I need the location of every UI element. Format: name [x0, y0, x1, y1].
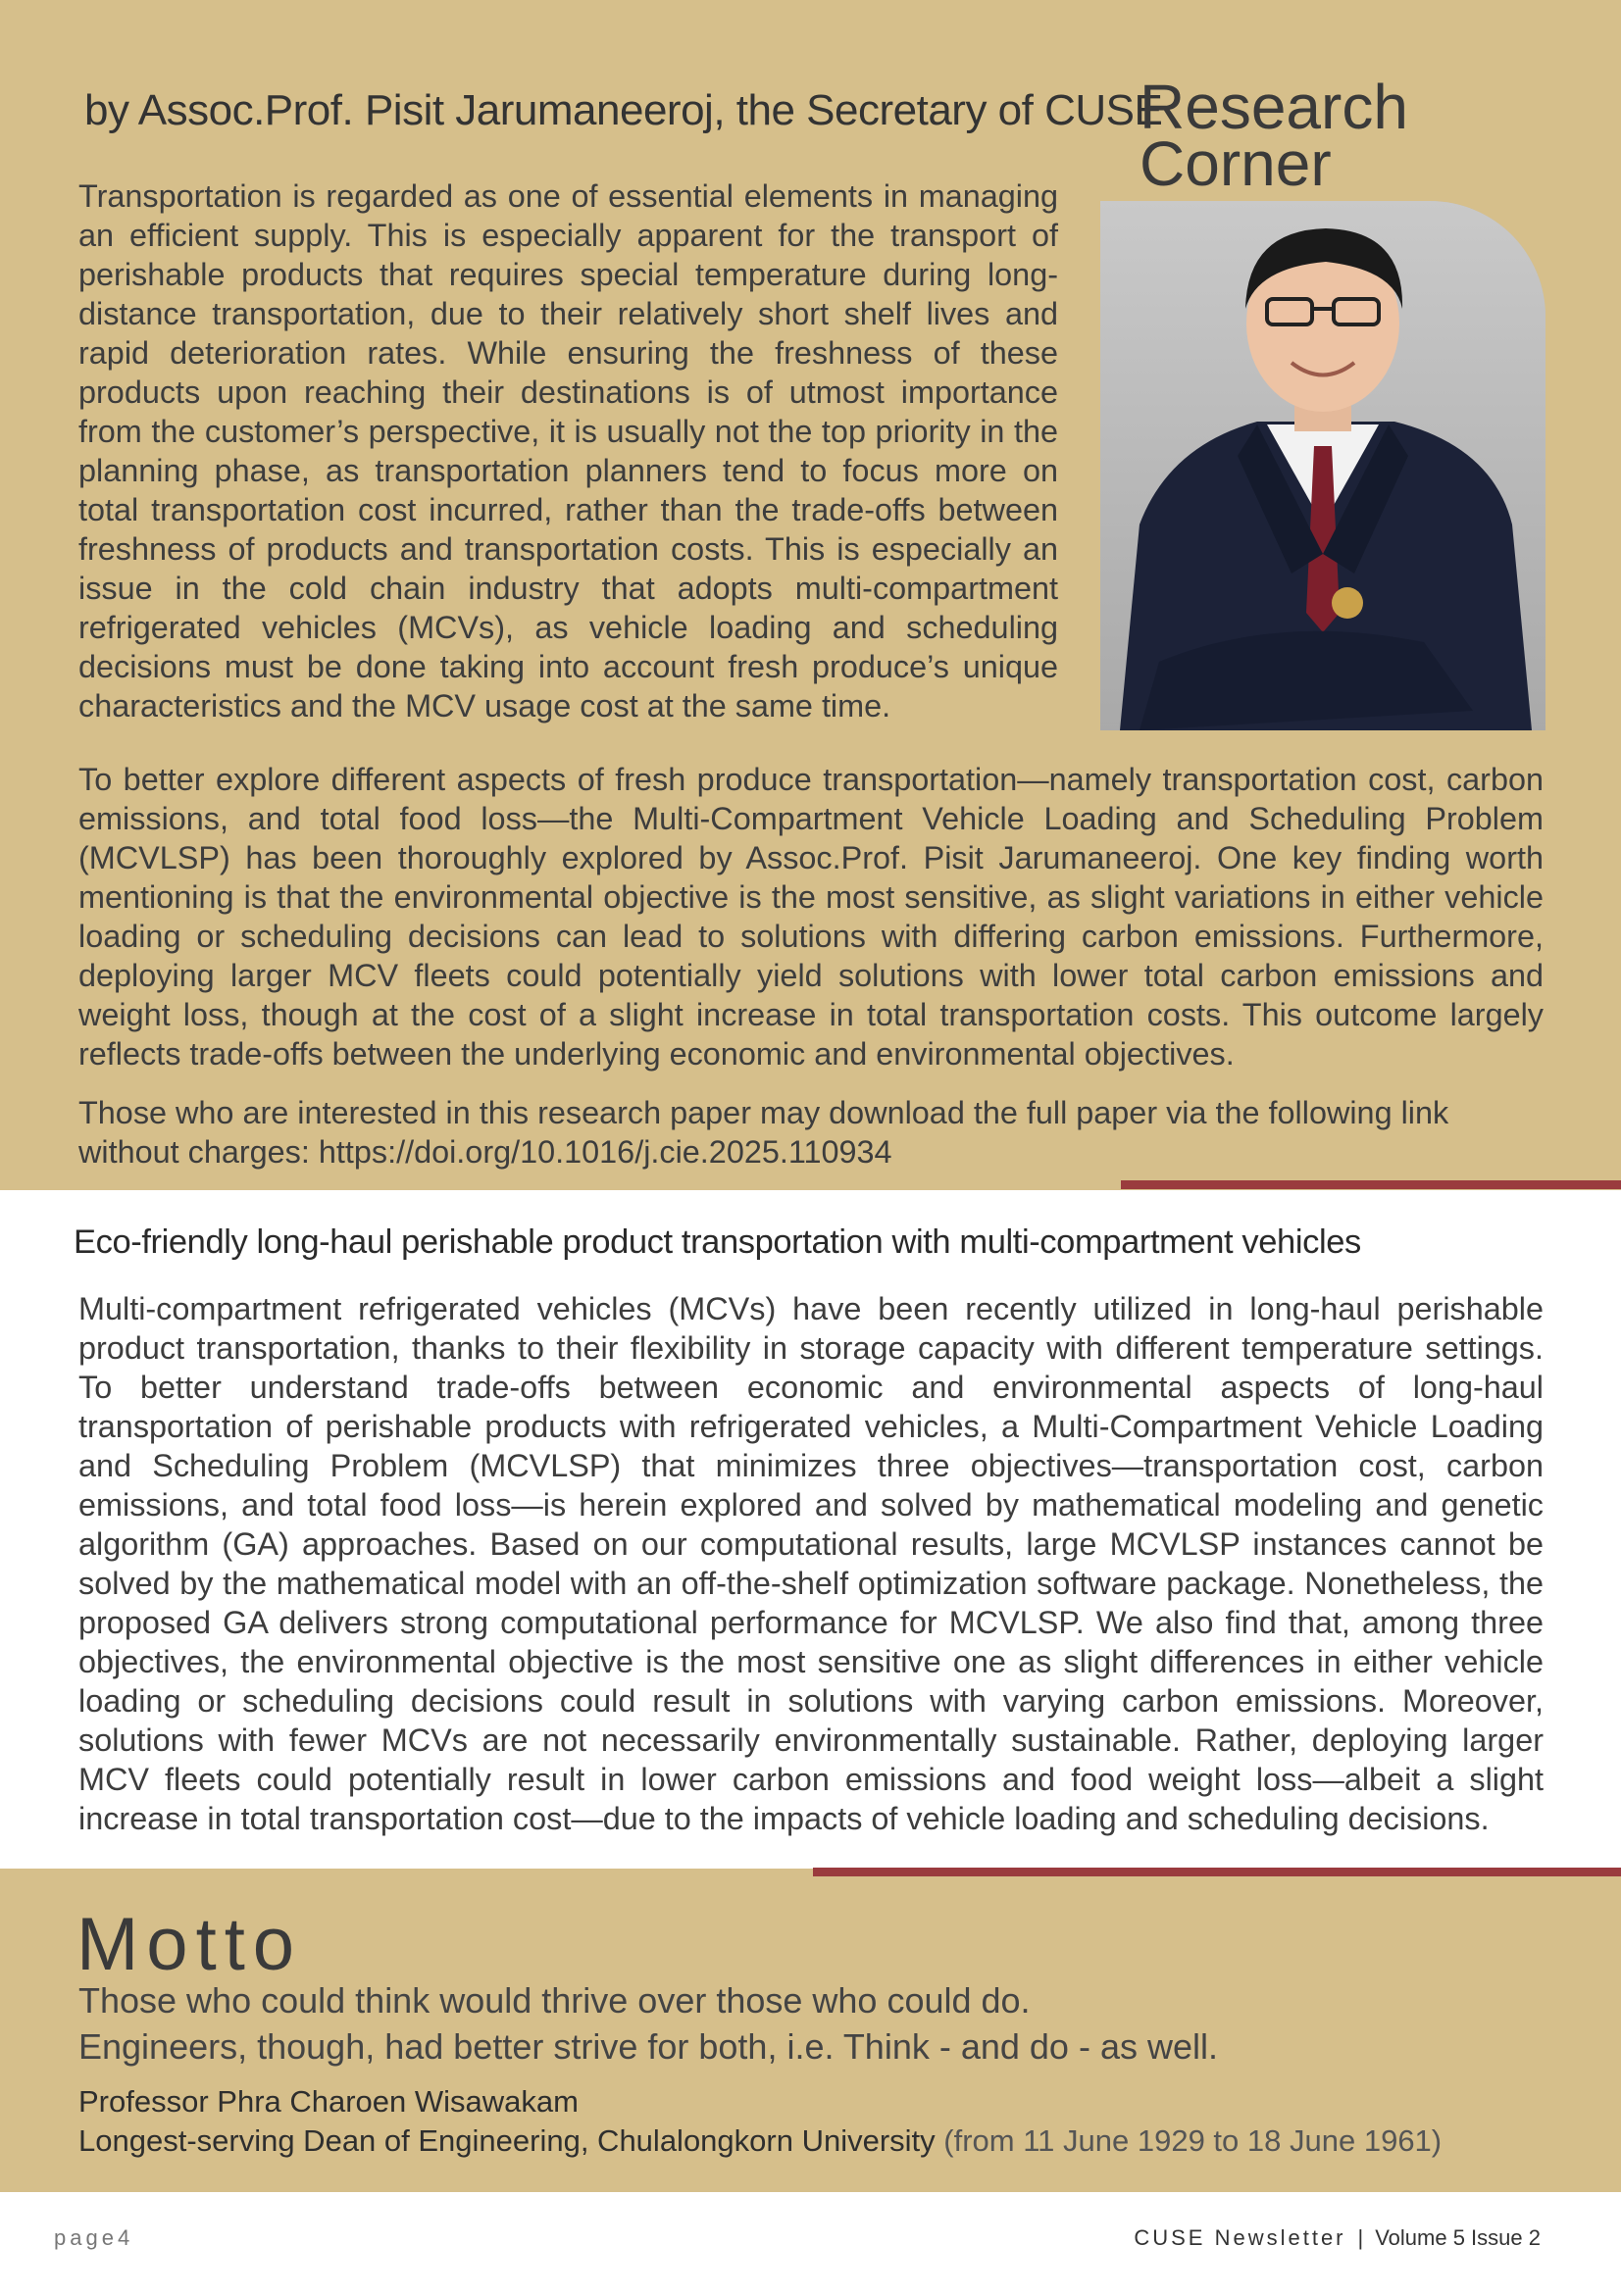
- section-title-line2: Corner: [1140, 128, 1332, 199]
- footer-newsletter-name: CUSE Newsletter: [1134, 2225, 1346, 2250]
- intro-paragraph-1: Transportation is regarded as one of essential elements in managing an efficient supply. This is especially apparent for the transport of perishable products that requires special temperature during long-distance transportation, due to their relatively short shelf lives and rapid deterioration rates. While ensuring the freshness of these products upon reaching their destinations is of utmost importance from the customer’s perspective, it is usually not the top priority in the planning phase, as transportation planners tend to focus more on total transportation cost incurred, rather than the trade-offs between freshness of products and transportation costs. This is especially an issue in the cold chain industry that adopts multi-compartment refrigerated vehicles (MCVs), as vehicle loading and scheduling decisions must be done taking into account fresh produce’s unique characteristics and the MCV usage cost at the same time.: [78, 178, 1058, 724]
- accent-rule-bottom: [813, 1868, 1621, 1876]
- footer-volume: Volume 5 Issue 2: [1375, 2225, 1541, 2250]
- section-title: [1140, 72, 1571, 199]
- paper-link-paragraph: Those who are interested in this research paper may download the full paper via the following link without charges: https://doi.org/10.1016/j.cie.2025.110934: [78, 1095, 1449, 1170]
- motto-heading: Motto: [76, 1903, 303, 1986]
- article-abstract: Multi-compartment refrigerated vehicles (MCVs) have been recently utilized in long-haul perishable product transportation, thanks to their flexibility in storage capacity with different temperature settings. To better understand trade-offs between economic and environmental aspects of long-haul transportation of perishable products with refrigerated vehicles, a Multi-Compartment Vehicle Loading and Scheduling Problem (MCVLSP) that minimizes three objectives—transportation cost, carbon emissions, and total food loss—is herein explored and solved by mathematical modeling and genetic algorithm (GA) approaches. Based on our computational results, large MCVLSP instances cannot be solved by the mathematical model with an off-the-shelf optimization software package. Nonetheless, the proposed GA delivers strong computational performance for MCVLSP. We also find that, among three objectives, the environmental objective is the most sensitive one as slight differences in either vehicle loading or scheduling decisions could result in solutions with varying carbon emissions. Moreover, solutions with fewer MCVs are not necessarily environmentally sustainable. Rather, deploying larger MCV fleets could potentially result in lower carbon emissions and food weight loss—albeit a slight increase in total transportation cost—due to the impacts of vehicle loading and scheduling decisions.: [78, 1291, 1544, 1836]
- portrait-illustration: [1100, 201, 1545, 730]
- motto-author: Professor Phra Charoen Wisawakam: [78, 2084, 579, 2119]
- footer-separator: |: [1357, 2225, 1364, 2250]
- author-portrait-photo: [1100, 201, 1545, 730]
- motto-line-1: Those who could think would thrive over those who could do.: [78, 1980, 1031, 2021]
- byline: by Assoc.Prof. Pisit Jarumaneeroj, the Secretary of CUSE: [84, 86, 1163, 134]
- author-role-text: Longest-serving Dean of Engineering, Chulalongkorn University: [78, 2123, 936, 2158]
- author-role-dates: (from 11 June 1929 to 18 June 1961): [943, 2123, 1443, 2158]
- footer-page-number: page4: [54, 2225, 134, 2250]
- article-title: Eco-friendly long-haul perishable product transportation with multi-compartment vehicles: [74, 1223, 1361, 1261]
- accent-rule-top: [1121, 1180, 1621, 1189]
- motto-line-2: Engineers, though, had better strive for both, i.e. Think - and do - as well.: [78, 2026, 1218, 2067]
- section-title-line1: Research: [1140, 72, 1408, 142]
- footer-publication: [1134, 2225, 1541, 2251]
- motto-author-role: [78, 2123, 1442, 2159]
- intro-paragraph-2: To better explore different aspects of fresh produce transportation—namely transportation cost, carbon emissions, and total food loss—the Multi-Compartment Vehicle Loading and Scheduling Problem (MCVLSP) has been thoroughly explored by Assoc.Prof. Pisit Jarumaneeroj. One key finding worth mentioning is that the environmental objective is the most sensitive, as slight variations in either vehicle loading or scheduling decisions can lead to solutions with differing carbon emissions. Furthermore, deploying larger MCV fleets could potentially yield solutions with lower total carbon emissions and weight loss, though at the cost of a slight increase in total transportation costs. This outcome largely reflects trade-offs between the underlying economic and environmental objectives.: [78, 762, 1544, 1072]
